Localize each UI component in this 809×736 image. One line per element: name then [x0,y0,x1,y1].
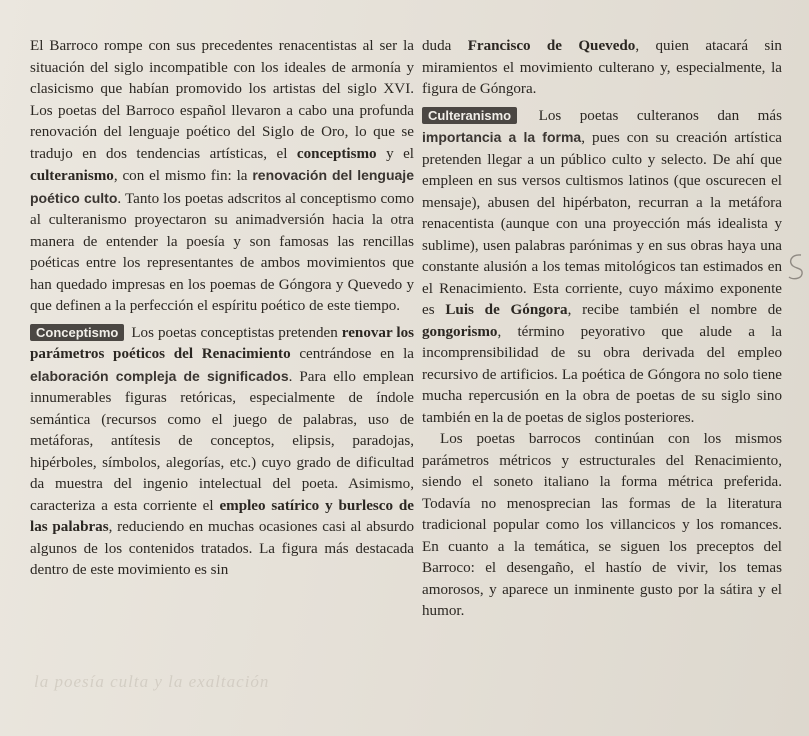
term-importancia-forma: importancia a la forma [422,129,582,145]
conceptismo-label: Conceptismo [30,324,124,341]
term-parametros: renovar los parámetros poéticos del Renacimiento [30,324,414,362]
intro-paragraph: El Barroco rompe con sus precedentes renacentistas al ser la situación del siglo incompatible con los ideales de armonía y clasicismo que habían promovido los artistas del siglo XVI. Los poetas del Barroco español llevaron a cabo una profunda renovación del lenguaje poético del Siglo de Oro, lo que se tradujo en dos tendencias artísticas, el conceptismo y el culteranismo, con el mismo fin: la renovación del lenguaje poético culto. Tanto los poetas adscritos al conceptismo como al culteranismo proyectaron su animadversión hacia la otra manera de entender la poesía y son famosas las rencillas poéticas entre los representantes de ambos movimientos que han quedado impresas en los poemas de Góngora y Quevedo y que definen a la perfección el espíritu poético de este tiempo. [30,38,414,314]
right-column [422,36,782,623]
quevedo-paragraph: duda Francisco de Quevedo, quien atacará sin miramientos el movimiento culterano y, especialmente, la figura de Góngora. [422,38,782,97]
conceptismo-paragraph: Conceptismo Los poetas conceptistas pretenden renovar los parámetros poéticos del Renacimiento centrándose en la elaboración compleja de significados. Para ello emplean innumerables figuras retóricas, especialmente de índole semántica (recursos como el juego de palabras, uso de metáforas, antítesis de conceptos, elipsis, paradojas, hipérboles, símbolos, alegorías, etc.) cuyo grado de dificultad da muestra del ingenio intelectual del poeta. Asimismo, caracteriza a esta corriente el empleo satírico y burlesco de las palabras, reduciendo en muchas ocasiones casi al absurdo algunos de los contenidos tratados. La figura más destacada dentro de este movimiento es sin [30,324,414,578]
name-quevedo: Francisco de Quevedo [467,38,636,54]
pencil-mark-icon [785,252,807,282]
term-conceptismo: conceptismo [296,145,377,162]
term-elaboracion: elaboración compleja de significados [30,367,289,384]
term-culteranismo: culteranismo [30,168,114,184]
culteranismo-label: Culteranismo [422,107,517,124]
term-renovacion: renovación del lenguaje poético culto [30,167,414,206]
culteranismo-paragraph: Culteranismo Los poetas culteranos dan más importancia a la forma, pues con su creación artística pretenden llegar a un público culto y selecto. De ahí que empleen en sus versos cultismos latinos (que oscurecen el mensaje), abusen del hipérbaton, recurran a la metáfora renacentista (aunque con una proyección más idealista y sublime), usen palabras parónimas y en sus obras haya una constante alusión a los temas mitológicos tan estimados en el Renacimiento. Esta corriente, cuyo máximo exponente es Luis de Góngora, recibe también el nombre de gongorismo, término peyorativo que alude a la incomprensibilidad de su obra derivada del empleo recursivo de artificios. La poética de Góngora no solo tiene mucha repercusión en la obra de poetas de su siglo sino también en la de poetas de siglos posteriores. [422,107,783,426]
faded-bleed-through-text: la poesía culta y la exaltación [34,672,270,691]
name-gongora: Luis de Góngora [445,302,568,318]
metrica-paragraph: Los poetas barrocos continúan con los mismos parámetros métricos y estructurales del Renacimiento, siendo el soneto italiano la forma métrica preferida. Todavía no menosprecian las formas de la literatura tradicional popular como los villancicos y los romances. En cuanto a la temática, se siguen los preceptos del Barroco: el desengaño, el hastío de vivir, los temas amorosos, y aparece un inminente gusto por la sátira y el humor. [422,431,782,619]
left-column [30,36,414,582]
term-empleo-satirico: empleo satírico y burlesco de las palabras [30,497,414,535]
term-gongorismo: gongorismo [422,323,498,340]
